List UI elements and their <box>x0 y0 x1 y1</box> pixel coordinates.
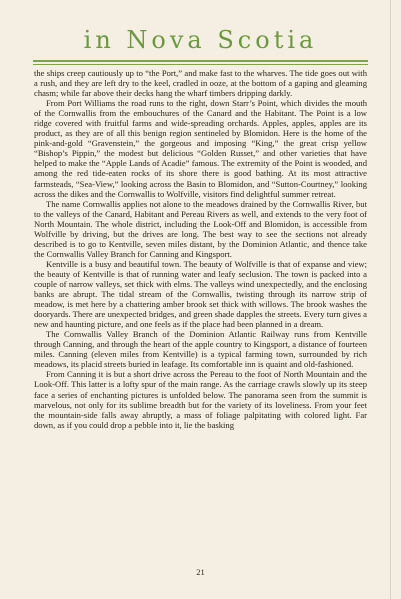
page-number: 21 <box>196 567 205 577</box>
paragraph: From Port Williams the road runs to the right, down Starr’s Point, which divides the mouth of the Cornwallis from the embouchures of the Canard and the Habitant. The Point is a low ridge covered with fruitful farms and wide-spreading orchards. Apples, apples, apples are its product, as they are of all this benign region sentineled by Blomidon. Here is the home of the pink-and-gold “Gravenstein,” the gorgeous and imposing “King,” the great crisp yellow “Bishop’s Pippin,” the modest but delicious “Golden Russet,” and other varieties that have helped to make the “Apple Lands of Acadie” famous. The extremity of the Point is wooded, and among the red tide-eaten rocks of its shore there is good bathing. At its most attractive farmsteads, “Sea-View,” looking across the Basin to Blomidon, and “Sutton-Courtney,” looking across the dikes and the Cornwallis to Wolfville, visitors find delightful summer retreat. <box>34 98 367 199</box>
paragraph: The Cornwallis Valley Branch of the Dominion Atlantic Railway runs from Kentville through Canning, and through the heart of the apple country to Kingsport, a distance of fourteen miles. Canning (eleven miles from Kentville) is a typical farming town, surrounded by rich meadows, its placid streets buried in leafage. Its comfortable inn is quaint and old-fashioned. <box>34 329 367 370</box>
header-rule-bottom <box>33 64 368 65</box>
paragraph: The name Cornwallis applies not alone to the meadows drained by the Cornwallis River, but to the valleys of the Canard, Habitant and Pereau Rivers as well, and extends to the very foot of North Mountain. The whole district, including the Look-Off and Blomidon, is accessible from Wolfville by driving, but the drives are long. The best way to see the sections not already described is to go to Kentville, seven miles distant, by the Dominion Atlantic, and thence take the Cornwallis Valley Branch for Canning and Kingsport. <box>34 198 367 259</box>
paragraph: Kentville is a busy and beautiful town. The beauty of Wolfville is that of expanse and view; the beauty of Kentville is that of running water and leafy seclusion. The town is packed into a couple of narrow valleys, set thick with elms. The valleys wind unexpectedly, and the enclosing banks are abrupt. The tidal stream of the Cornwallis, twisting through its narrow strip of meadow, is met here by a chattering amber brook set thick with willows. The brook washes the dooryards. There are unexpected bridges, and green shade dapples the streets. Every turn gives a new and haunting picture, and one feels as if the place had been planned in a dream. <box>34 258 367 330</box>
body-text <box>34 68 367 430</box>
page-edge-line <box>390 0 391 599</box>
running-header: in Nova Scotia <box>83 26 318 54</box>
paragraph: the ships creep cautiously up to “the Port,” and make fast to the wharves. The tide goes out with a rush, and they are left dry to the keel, cradled in ooze, at the bottom of a gaping and gleaming chasm; while far above their decks hang the wharf timbers dripping darkly. <box>34 68 367 99</box>
header-rule-top <box>33 60 368 62</box>
paragraph: From Canning it is but a short drive across the Pereau to the foot of North Mountain and the Look-Off. This latter is a lofty spur of the main range. As the carriage crawls slowly up its steep face a series of enchanting pictures is unfolded below. The panorama seen from the summit is marvelous, not only for its sublime breadth but for the variety of its loveliness. From your feet the mountain-side falls away abruptly, a mass of foliage palpitating with colored light. Far down, as if you could drop a pebble into it, lie the basking <box>34 369 367 430</box>
